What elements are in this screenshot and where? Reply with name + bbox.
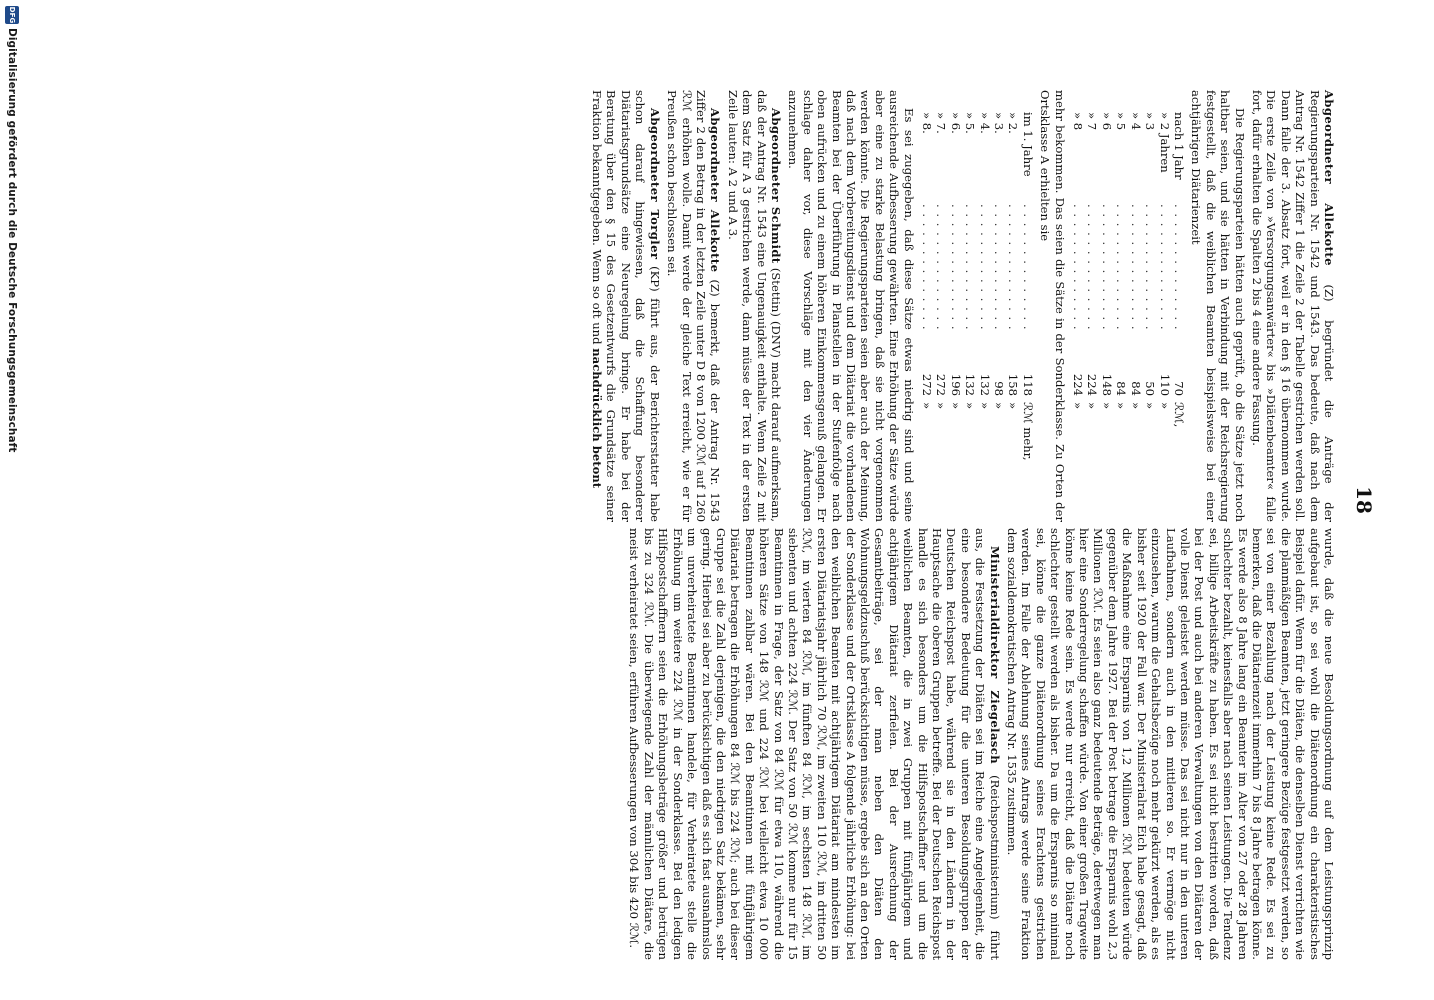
row-amount: 118 (1020, 373, 1035, 396)
row-unit: » (963, 402, 978, 410)
leader-dots: . . . . . . . . . . . . . . (1128, 204, 1143, 331)
row-amount: 148 (1099, 373, 1114, 396)
speaker-name: Abgeordneter Allekotte (708, 108, 723, 273)
table-row (1128, 112, 1142, 462)
row-amount: 132 (977, 373, 992, 396)
row-unit: » (1071, 402, 1086, 410)
text-column-right (624, 528, 1336, 960)
leader-dots: . . . . . . . . . . . . . . (1085, 204, 1100, 331)
row-label: » 8 (1071, 112, 1086, 131)
table-row (948, 112, 962, 462)
row-unit: » (1085, 402, 1100, 410)
row-unit: ℛℳ, (1171, 402, 1186, 428)
row-amount: 158 (1006, 373, 1021, 396)
dfg-logo-icon: DFG (5, 6, 19, 24)
row-label: » 8. (920, 112, 935, 134)
paragraph (725, 90, 783, 522)
row-label: » 2. (1006, 112, 1021, 134)
row-label: » 7 (1085, 112, 1100, 131)
speaker-name: Abgeordneter Schmidt (768, 108, 783, 264)
row-unit: » (1143, 402, 1158, 410)
row-unit: » (1114, 402, 1129, 410)
row-amount: 196 (948, 373, 963, 396)
allowance-table-special-class (1071, 112, 1186, 462)
leader-dots: . . . . . . . . . . . . . . (1006, 204, 1021, 331)
allowance-table-class-a (920, 112, 1035, 462)
row-amount: 84 (1128, 381, 1143, 396)
leader-dots: . . . . . . . . . . . . . . (1099, 204, 1114, 331)
row-label: » 4. (977, 112, 992, 134)
row-amount: 224 (1071, 373, 1086, 396)
row-label: » 6 (1099, 112, 1114, 131)
table-row (1114, 112, 1128, 462)
paragraph-text: (Reichspostministerium) führt aus, die Festsetzung der Diäten sei im Reiche eine Angelegenheit, die eine besondere Bedeutung für die unteren Besoldungsgruppen der Deutschen Reichspost habe, während sie in den Ländern in der Hauptsache die oberen Gruppen betreffe. Bei der Deutschen Reichspost handle es sich besonders um die Hilfspostschaffner und um die weiblichen Beamten, die in zwei Gruppen mit fünfjährigem und achtjährigem Diätariat zerfielen. Bei der Ausrechnung der Gesamtbeiträge, sei der man neben den Diäten den Wohnungsgeldzuschuß berücksichtigen müsse, ergebe sich an den Orten der Sonderklasse und der Ortsklasse A folgende jährliche Erhöhung: bei den weiblichen Beamten mit achtjährigem Diätariat am mindesten im ersten Diätariatsjahr jährlich 70 ℛℳ, im zweiten 110 ℛℳ, im dritten 50 ℛℳ, im vierten 84 ℛℳ, im fünften 84 ℛℳ, im sechsten 148 ℛℳ, im siebenten und achten 224 ℛℳ. Der Satz von 50 ℛℳ komme nur für 15 Beamtinnen in Frage, der Satz von 84 ℛℳ für etwa 110, während die höheren Sätze von 148 ℛℳ und 224 ℛℳ bei vielleicht etwa 10 000 Beamtinnen zahlbar wären. Bei den Beamtinnen mit fünfjährigem Diätariat betragen die Erhöhungen 84 ℛℳ bis 224 ℛℳ; auch bei dieser Gruppe sei die Zahl derjenigen, die den niedrigen Satz bekämen, sehr gering. Hierbei sei aber zu berücksichtigen daß es sich fast ausnahmslos um unverheiratete Beamtinnen handele, für Verheiratete stelle die Erhöhung um weitere 224 ℛℳ in der Sonderklasse. Bei den ledigen Hilfspostschaffnern seien die Erhöhungsbeträge größer und betrügen bis zu 324 ℛℳ. Die überwiegende Zahl der männlichen Diätare, die meist verheiratet seien, erführen Aufbesserungen von 304 bis 420 ℛℳ. (627, 528, 1002, 960)
table-row (992, 112, 1006, 462)
row-amount: 272 (934, 373, 949, 396)
leader-dots: . . . . . . . . . . . . . . (1157, 204, 1172, 331)
leader-dots: . . . . . . . . . . . . . . (1020, 204, 1035, 331)
speaker-name: Ministerialdirektor Ziegelasch (987, 546, 1002, 765)
table-row (1157, 112, 1171, 462)
row-label: » 2 Jahren (1157, 112, 1172, 173)
paragraph: wurde, daß die neue Besoldungsordnung auf dem Leistungsprinzip aufgebaut ist, so sei wohl die Diätenordnung ein charakteristisches Beispiel dafür. Wenn für die Diäten, die denselben Dienst verrichten wie die planmäßigen Beamten, jetzt geringere Bezüge festgesetzt werden, so sei von einer Bezahlung nach der Leistung keine Rede. Es sei zu bemerken, daß die Diätarienzeit immerhin 7 bis 8 Jahre betragen könne. Es werde also 8 Jahre lang ein Beamter im Alter von 27 oder 28 Jahren schlechter bezahlt, keinesfalls aber nach seinen Leistungen. Die Tendenz sei, billige Arbeitskräfte zu haben. Es sei nicht bestritten worden, daß bei der Post und auch bei anderen Verwaltungen von den Diätaren der volle Dienst geleistet werden müsse. Das sei nicht nur in den unteren Laufbahnen, sondern auch in den mittleren so. Er vermöge nicht einzusehen, warum die Gehaltsbezüge noch mehr gekürzt werden, als es bisher seit 1920 der Fall war. Der Ministerialrat Eich habe gesagt, daß die Maßnahme eine Ersparnis von 1,2 Millionen ℛℳ bedeuten würde gegenüber dem Jahre 1927. Bei der Post betrage die Ersparnis wohl 2,3 Millionen ℛℳ. Es seien also ganz bedeutende Beträge, deretwegen man hier eine Sonderregelung schaffen würde. Von einer großen Tragweite könne keine Rede sein. Es werde nur erreicht, daß die Diätare noch schlechter gestellt werden als bisher. Da um die Ersparnis so minimal sei, könne die ganze Diätenordnung seines Erachtens gestrichen werden. Im Falle der Ablehnung seines Antrags werde seine Fraktion dem sozialdemokratischen Antrag Nr. 1535 zustimmen. (1005, 528, 1336, 960)
row-amount: 70 (1171, 381, 1186, 396)
paragraph-text: (Stettin) (DNV) macht darauf aufmerksam, daß der Antrag Nr. 1543 eine Ungenauigkeit enthalte. Wenn Zeile 2 mit dem Satz für A 3 gestrichen werde, dann müsse der Text in der ersten Zeile lauten: A 2 und A 3. (725, 90, 783, 522)
digitization-credit (2, 0, 22, 1000)
row-label: » 3 (1143, 112, 1158, 131)
table-row (934, 112, 948, 462)
row-unit: » (1157, 402, 1172, 410)
row-amount: 132 (963, 373, 978, 396)
row-unit: » (934, 402, 949, 410)
row-label: » 7. (934, 112, 949, 134)
paragraph-text: (Z) begründet die Anträge der Regierungsparteien Nr. 1542 und 1543. Das bedeute, daß nach dem Antrag Nr. 1542 Ziffer 1 die Zeile 2 der Tabelle gestrichen werden soll. Dann falle der 3. Absatz fort, weil er in den § 16 übernommen wurde. Die erste Zeile von »Versorgungsanwärter« bis »Diätenbeamter« falle fort, dafür erhalten die Spalten 2 bis 4 eine andere Fassung. (1249, 90, 1336, 522)
row-label: im 1. Jahre (1020, 112, 1035, 177)
row-amount: 272 (920, 373, 935, 396)
table-row (1006, 112, 1020, 462)
paragraph: Es sei zugegeben, daß diese Sätze etwas niedrig sind und seine ausreichende Aufbesserung gewährten. Eine Erhöhung der Sätze würde aber eine zu starke Belastung bringen, daß sie nicht vorgenommen werden könnte. Die Regierungsparteien seien aber auch der Meinung, daß nach dem Vorbereitungsdienst und dem Diätariat die vorhandenen Beamten bei der Überführung in Planstellen in der Stufenfolge nach oben aufrücken und zu einem höheren Einkommensgenuß gelangen. Er schlage daher vor, diese Vorschläge mit den vier Änderungen anzunehmen. (786, 90, 916, 522)
table-row (977, 112, 991, 462)
row-unit: » (992, 402, 1007, 410)
credit-text: Digitalisierung gefördert durch die Deutsche Forschungsgemeinschaft (6, 28, 18, 453)
paragraph: mehr bekommen. Das seien die Sätze in der Sonderklasse. Zu Orten der Ortsklasse A erhielten sie (1038, 90, 1067, 522)
table-row (1020, 112, 1034, 462)
row-unit: » (977, 402, 992, 410)
paragraph (627, 528, 1002, 960)
paragraph: Die Regierungsparteien hätten auch geprüft, ob die Sätze jetzt noch haltbar seien, und sie hätten in Verbindung mit der Reichsregierung festgestellt, daß die weiblichen Beamten beispielsweise bei einer achtjährigen Diätarienzeit (1189, 90, 1247, 522)
row-label: nach 1 Jahr (1171, 112, 1186, 180)
row-unit: ℛℳ mehr, (1020, 402, 1035, 461)
table-row (1085, 112, 1099, 462)
text-column-left (587, 90, 1336, 522)
paragraph-text: (Z) bemerkt, daß der Antrag Nr. 1543 Ziffer 2 den Betrag in der letzten Zeile unter D 8 von 1200 ℛℳ auf 1260 ℛℳ erhöhen wolle. Damit werde der gleiche Text erreicht, wie er für Preußen schon beschlossen sei. (665, 90, 723, 522)
leader-dots: . . . . . . . . . . . . . . (1143, 204, 1158, 331)
speaker-name: Abgeordneter Allekotte (1322, 90, 1336, 266)
leader-dots: . . . . . . . . . . . . . . (992, 204, 1007, 331)
row-amount: 50 (1143, 381, 1158, 396)
page-number: 18 (1352, 486, 1376, 514)
row-label: » 3. (992, 112, 1007, 134)
row-amount: 224 (1085, 373, 1100, 396)
table-row (963, 112, 977, 462)
row-label: » 5. (963, 112, 978, 134)
row-unit: » (1006, 402, 1021, 410)
row-amount: 110 (1157, 373, 1172, 396)
leader-dots: . . . . . . . . . . . . . . (977, 204, 992, 331)
row-label: » 5 (1114, 112, 1129, 131)
leader-dots: . . . . . . . . . . . . . . (1114, 204, 1129, 331)
row-label: » 6. (948, 112, 963, 134)
table-row (1071, 112, 1085, 462)
leader-dots: . . . . . . . . . . . . . . (963, 204, 978, 331)
row-amount: 84 (1114, 381, 1129, 396)
row-unit: » (948, 402, 963, 410)
row-unit: » (1128, 402, 1143, 410)
leader-dots: . . . . . . . . . . . . . . (934, 204, 949, 331)
row-label: » 4 (1128, 112, 1143, 131)
leader-dots: . . . . . . . . . . . . . . (948, 204, 963, 331)
row-amount: 98 (992, 381, 1007, 396)
paragraph (590, 90, 662, 522)
speaker-name: Abgeordneter Torgler (647, 108, 662, 260)
leader-dots: . . . . . . . . . . . . . . (1171, 204, 1186, 331)
paragraph-text: (KP) führt aus, der Berichterstatter habe schon darauf hingewiesen, daß die Schaffung besonderer Diätariatsgrundsätze eine Neuregelung bringe. Er habe bei der Beratung über den § 15 des Gesetzentwurfs die Grundsätze seiner Fraktion bekanntgegeben. Wenn so oft und (590, 90, 662, 522)
table-row (1100, 112, 1114, 462)
row-unit: » (920, 402, 935, 410)
table-row (1172, 112, 1186, 462)
emphasized-text: nachdrücklich betont (590, 348, 605, 489)
leader-dots: . . . . . . . . . . . . . . (920, 204, 935, 331)
table-row (1143, 112, 1157, 462)
paragraph (665, 90, 723, 522)
paragraph (1250, 90, 1336, 522)
table-row (920, 112, 934, 462)
leader-dots: . . . . . . . . . . . . . . (1071, 204, 1086, 331)
row-unit: » (1099, 402, 1114, 410)
